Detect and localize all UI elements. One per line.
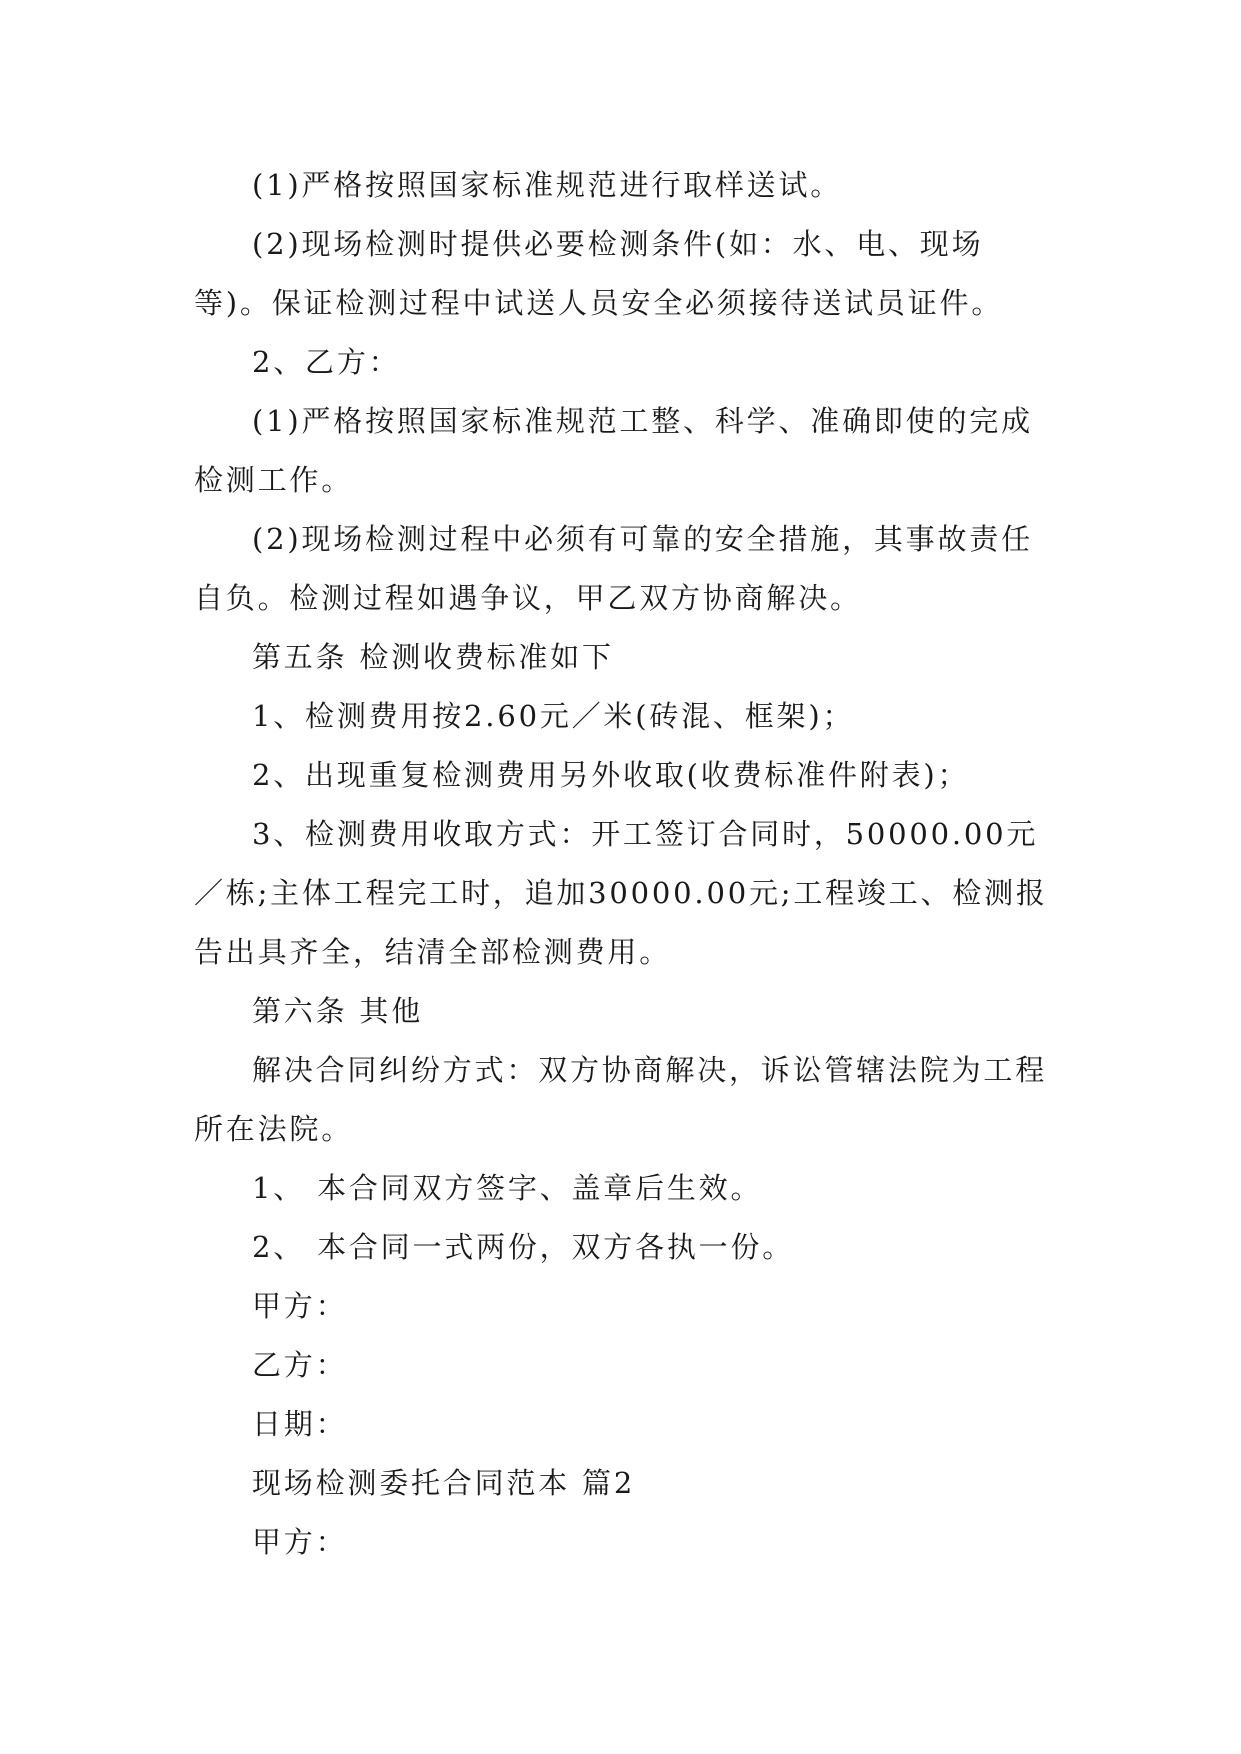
paragraph-repeat-fee: 2、出现重复检测费用另外收取(收费标准件附表)； [252,758,970,792]
heading-party-b: 2、乙方： [252,345,401,379]
document-body [194,156,1054,1572]
paragraph-copies-clause: 2、 本合同一式两份，双方各执一份。 [252,1230,795,1264]
signature-party-a: 甲方： [252,1289,348,1323]
paragraph-complete-testing: (1)严格按照国家标准规范工整、科学、准确即使的完成检测工作。 [194,404,1033,497]
heading-article-five: 第五条 检测收费标准如下 [252,640,614,674]
paragraph-safety-measures: (2)现场检测过程中必须有可靠的安全措施，其事故责任自负。检测过程如遇争议，甲乙双方协商解决。 [194,522,1033,615]
section-title-part-2: 现场检测委托合同范本 篇2 [252,1466,636,1500]
paragraph-testing-conditions: (2)现场检测时提供必要检测条件(如：水、电、现场等)。保证检测过程中试送人员安全必须接待送试员证件。 [194,227,1004,320]
party-a-label: 甲方： [252,1525,348,1559]
signature-date: 日期： [252,1407,348,1441]
paragraph-effective-clause: 1、 本合同双方签字、盖章后生效。 [252,1171,763,1205]
signature-party-b: 乙方： [252,1348,348,1382]
paragraph-dispute-resolution: 解决合同纠纷方式：双方协商解决，诉讼管辖法院为工程所在法院。 [194,1053,1048,1146]
heading-article-six: 第六条 其他 [252,994,424,1028]
paragraph-payment-method: 3、检测费用收取方式：开工签订合同时，50000.00元／栋;主体工程完工时，追加30000.00元;工程竣工、检测报告出具齐全，结清全部检测费用。 [194,817,1048,969]
paragraph-fee-rate: 1、检测费用按2.60元／米(砖混、框架)； [252,699,855,733]
paragraph-sampling-standard: (1)严格按照国家标准规范进行取样送试。 [252,168,843,202]
